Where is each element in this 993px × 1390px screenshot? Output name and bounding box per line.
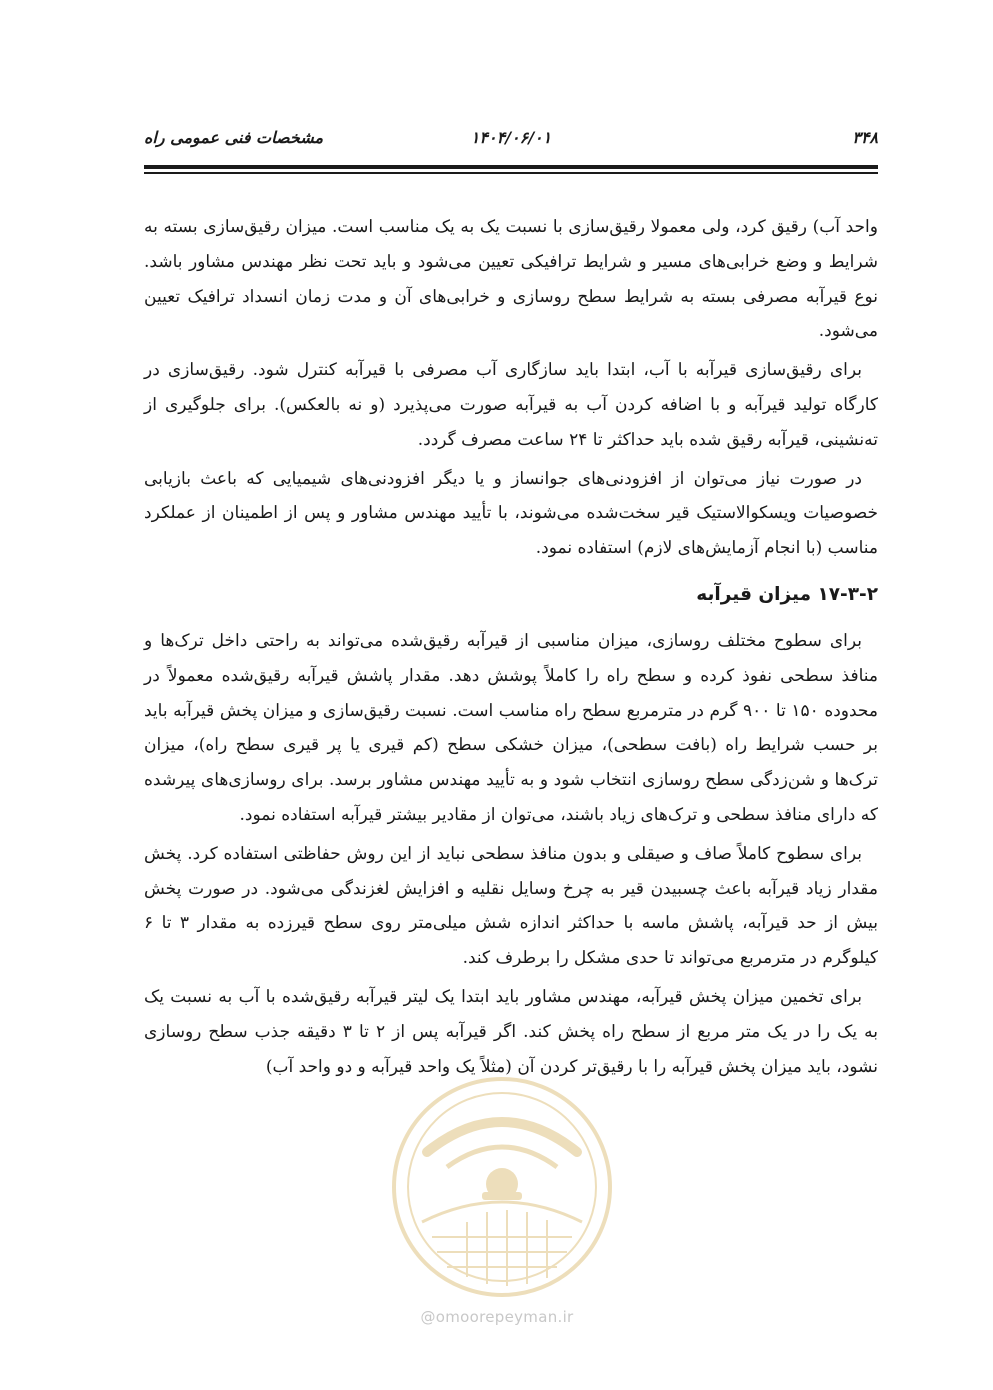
header-rule-thick [144, 165, 878, 169]
paragraph-application-rate: برای سطوح مختلف روسازی، میزان مناسبی از قیرآبه رقیق‌شده می‌تواند به راحتی داخل ترک‌ها و منافذ سطحی نفوذ کرده و سطح راه را کاملاً پوشش دهد. مقدار پاشش قیرآبه رقیق‌شده معمولاً در محدوده ۱۵۰ تا ۹۰۰ گرم در مترمربع سطح راه مناسب است. نسبت رقیق‌سازی و میزان پخش قیرآبه باید بر حسب شرایط راه (بافت سطحی)، میزان خشکی سطح (کم قیری یا پر قیری سطح راه)، میزان ترک‌ها و شن‌زدگی سطح روسازی انتخاب شود و به تأیید مهندس مشاور برسد. برای روسازی‌های پیرشده که دارای منافذ سطحی و ترک‌های زیاد باشند، می‌توان از مقادیر بیشتر قیرآبه استفاده نمود. [144, 630, 879, 825]
paragraph-rate-estimation: برای تخمین میزان پخش قیرآبه، مهندس مشاور باید ابتدا یک لیتر قیرآبه رقیق‌شده با آب به نسبت یک به یک را در یک متر مربع از سطح راه پخش کند. اگر قیرآبه پس از ۲ تا ۳ دقیقه جذب سطح روسازی نشود، باید میزان پخش قیرآبه را با رقیق‌تر کردن آن (مثلاً یک واحد قیرآبه و دو واحد آب) [144, 986, 878, 1077]
watermark-url: @omoorepeyman.ir [420, 1308, 574, 1326]
paragraph-smooth-surfaces: برای سطوح کاملاً صاف و صیقلی و بدون منافذ سطحی نباید از این روش حفاظتی استفاده کرد. پخش مقدار زیاد قیرآبه باعث چسبیدن قیر به چرخ وسایل نقلیه و افزایش لغزندگی می‌شود. در صورت پخش بیش از حد قیرآبه، پاشش ماسه با حداکثر اندازه شش میلی‌متر روی سطح قیرزده به مقدار ۳ تا ۶ کیلوگرم در مترمربع می‌تواند تا حدی مشکل را برطرف کند. [144, 843, 878, 969]
section-heading: ۱۷-۳-۲ میزان قیرآبه [696, 583, 878, 605]
watermark-logo [387, 1072, 617, 1302]
paragraph-rejuvenator-additives: در صورت نیاز می‌توان از افزودنی‌های جوانساز و یا دیگر افزودنی‌های شیمیایی که باعث بازیابی خصوصیات ویسکوالاستیک قیر سخت‌شده می‌شوند، با تأیید مهندس مشاور و پس از اطمینان از عملکرد مناسب (با انجام آزمایش‌های لازم) استفاده نمود. [144, 468, 878, 559]
document-title: مشخصات فنی عمومی راه [144, 128, 324, 147]
page-number: ۳۴۸ [852, 128, 878, 147]
page-body [144, 210, 878, 1088]
paragraph-dilution-intro: واحد آب) رقیق کرد، ولی معمولا رقیق‌سازی با نسبت یک به یک مناسب است. میزان رقیق‌سازی بسته به شرایط و وضع خرابی‌های مسیر و شرایط ترافیکی تعیین می‌شود و باید تحت نظر مهندس مشاور باشد. نوع قیرآبه مصرفی بسته به شرایط سطح روسازی و خرابی‌های آن و مدت زمان انسداد ترافیک تعیین می‌شود. [144, 217, 878, 342]
header-rule-thin [144, 172, 878, 174]
page-header [144, 128, 878, 152]
paragraph-dilution-water: برای رقیق‌سازی قیرآبه با آب، ابتدا باید سازگاری آب مصرفی با قیرآبه کنترل شود. رقیق‌سازی در کارگاه تولید قیرآبه و با اضافه کردن آب به قیرآبه صورت می‌پذیرد (و نه بالعکس). برای جلوگیری از ته‌نشینی، قیرآبه رقیق شده باید حداکثر تا ۲۴ ساعت مصرف گردد. [144, 360, 878, 450]
header-date: ۱۴۰۴/۰۶/۰۱ [470, 128, 552, 147]
